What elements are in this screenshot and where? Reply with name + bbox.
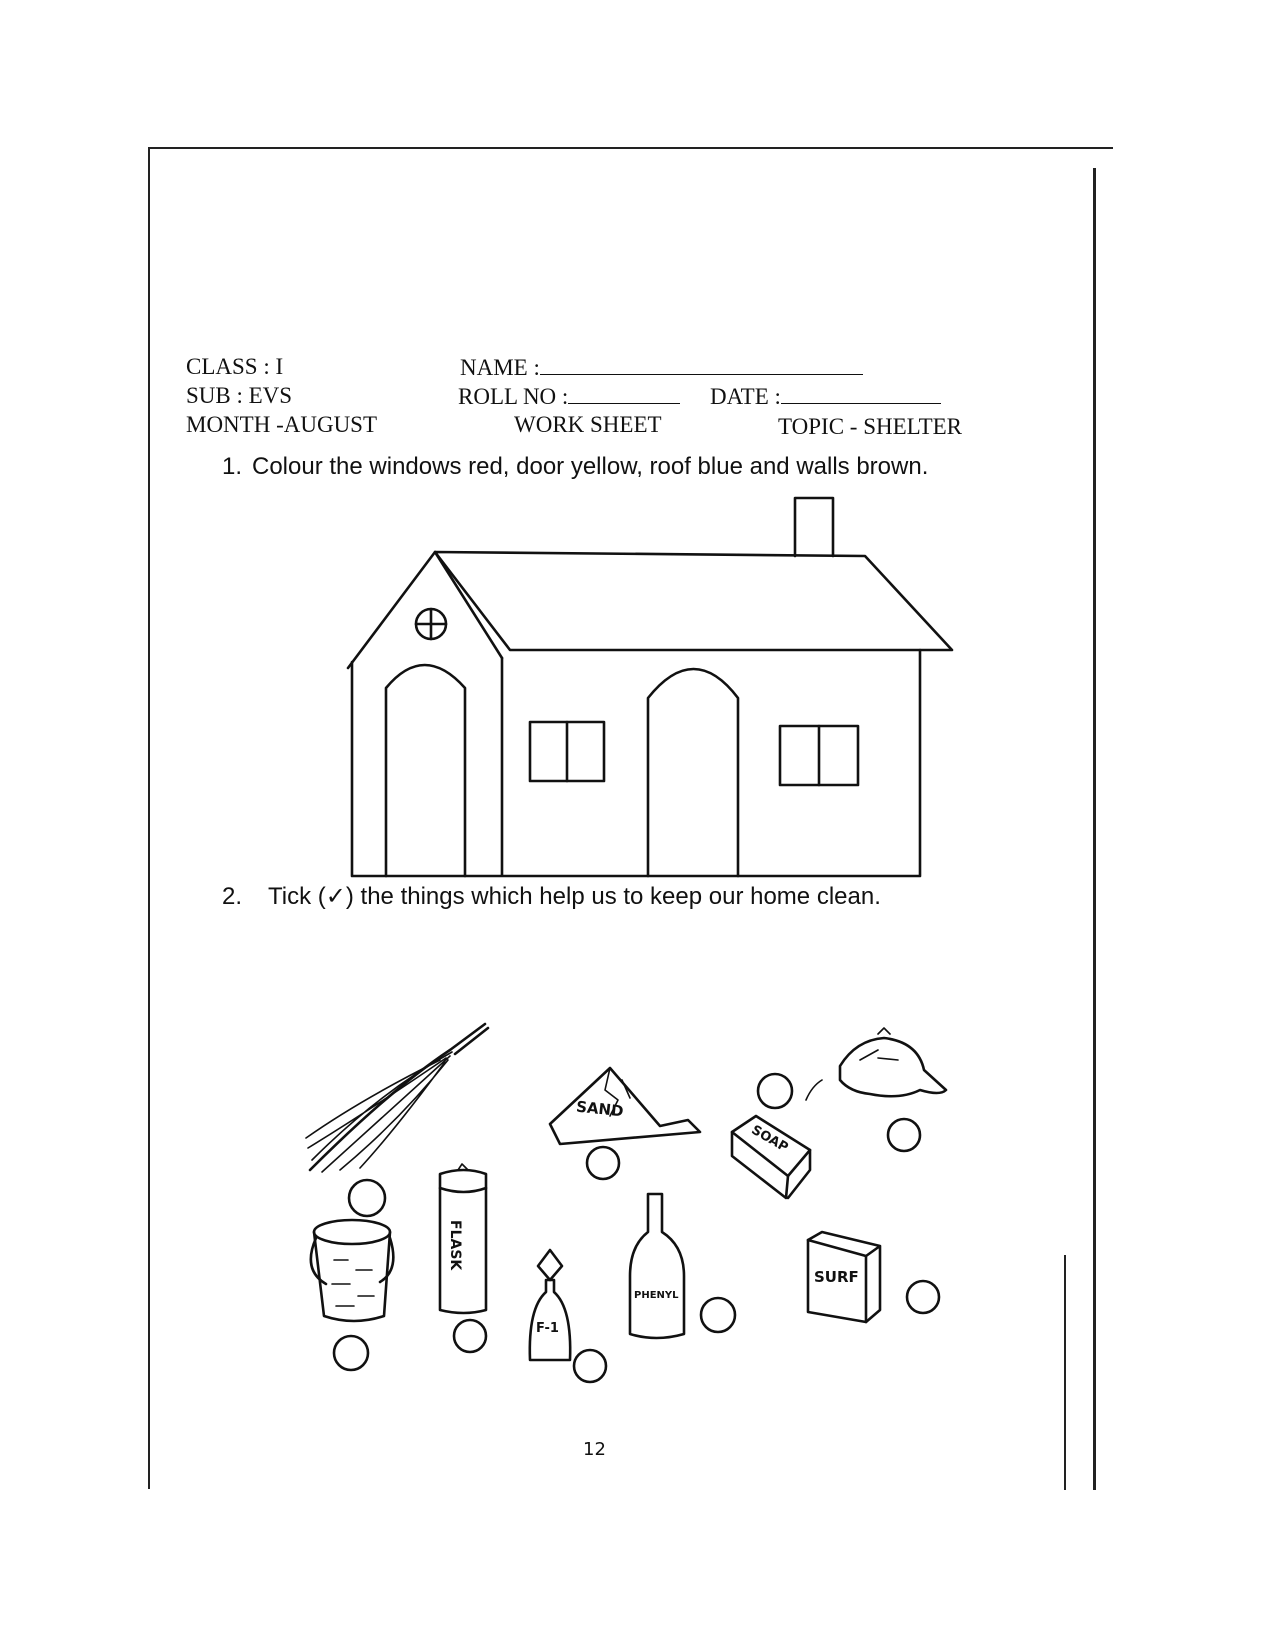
page-border-top — [148, 147, 1113, 149]
name-blank[interactable] — [540, 354, 863, 375]
question-1-text: Colour the windows red, door yellow, roof blue and walls brown. — [252, 453, 929, 480]
name-label: NAME : — [460, 355, 540, 380]
perfume-item — [530, 1250, 570, 1360]
flask-label: FLASK — [447, 1220, 463, 1271]
house-roof[interactable] — [435, 552, 952, 650]
house-walls[interactable] — [352, 650, 920, 876]
soap-label: SOAP — [748, 1122, 791, 1156]
bucket-item — [311, 1220, 393, 1321]
question-1-number: 1. — [222, 453, 243, 480]
phenyl-item — [630, 1194, 684, 1338]
page-border-right — [1093, 168, 1096, 1490]
date-blank[interactable] — [781, 383, 941, 404]
surf-tick-circle[interactable] — [907, 1281, 939, 1313]
perfume-label: F-1 — [536, 1321, 559, 1336]
subject-label: SUB : EVS — [186, 383, 293, 408]
house-drawing — [340, 492, 960, 872]
flask-item — [440, 1164, 486, 1313]
house-chimney[interactable] — [795, 498, 833, 556]
name-field — [460, 354, 863, 381]
items-drawing — [300, 1020, 1060, 1420]
date-field — [710, 383, 941, 410]
sand-label: SAND — [575, 1097, 625, 1121]
roll-field — [458, 383, 680, 410]
perfume-tick-circle[interactable] — [574, 1350, 606, 1382]
phenyl-label: PHENYL — [634, 1290, 679, 1301]
surf-label: SURF — [814, 1268, 859, 1286]
soap-tick-circle[interactable] — [758, 1074, 792, 1108]
broom-tick-circle[interactable] — [349, 1180, 385, 1216]
cap-item — [806, 1028, 946, 1100]
sheet-title: WORK SHEET — [514, 412, 662, 437]
soap-item — [732, 1116, 810, 1198]
surf-item — [808, 1232, 880, 1322]
broom-item — [306, 1024, 488, 1172]
question-2 — [222, 882, 1012, 912]
question-1 — [222, 452, 962, 482]
roll-blank[interactable] — [568, 383, 680, 404]
date-label: DATE : — [710, 384, 781, 409]
page-border-left — [148, 149, 150, 1489]
sand-item — [550, 1068, 700, 1144]
page-border-right-inner — [1064, 1255, 1066, 1490]
month-label: MONTH -AUGUST — [186, 412, 378, 437]
bucket-tick-circle[interactable] — [334, 1336, 368, 1370]
sand-tick-circle[interactable] — [587, 1147, 619, 1179]
question-2-number: 2. — [222, 883, 243, 910]
side-door[interactable] — [386, 665, 465, 876]
front-door[interactable] — [648, 669, 738, 876]
class-label: CLASS : I — [186, 354, 284, 379]
roll-label: ROLL NO : — [458, 384, 569, 409]
question-2-text: Tick (✓) the things which help us to keep our home clean. — [268, 883, 881, 910]
cap-tick-circle[interactable] — [888, 1119, 920, 1151]
page-number: 12 — [583, 1439, 606, 1460]
phenyl-tick-circle[interactable] — [701, 1298, 735, 1332]
flask-tick-circle[interactable] — [454, 1320, 486, 1352]
topic-label: TOPIC - SHELTER — [778, 414, 963, 439]
